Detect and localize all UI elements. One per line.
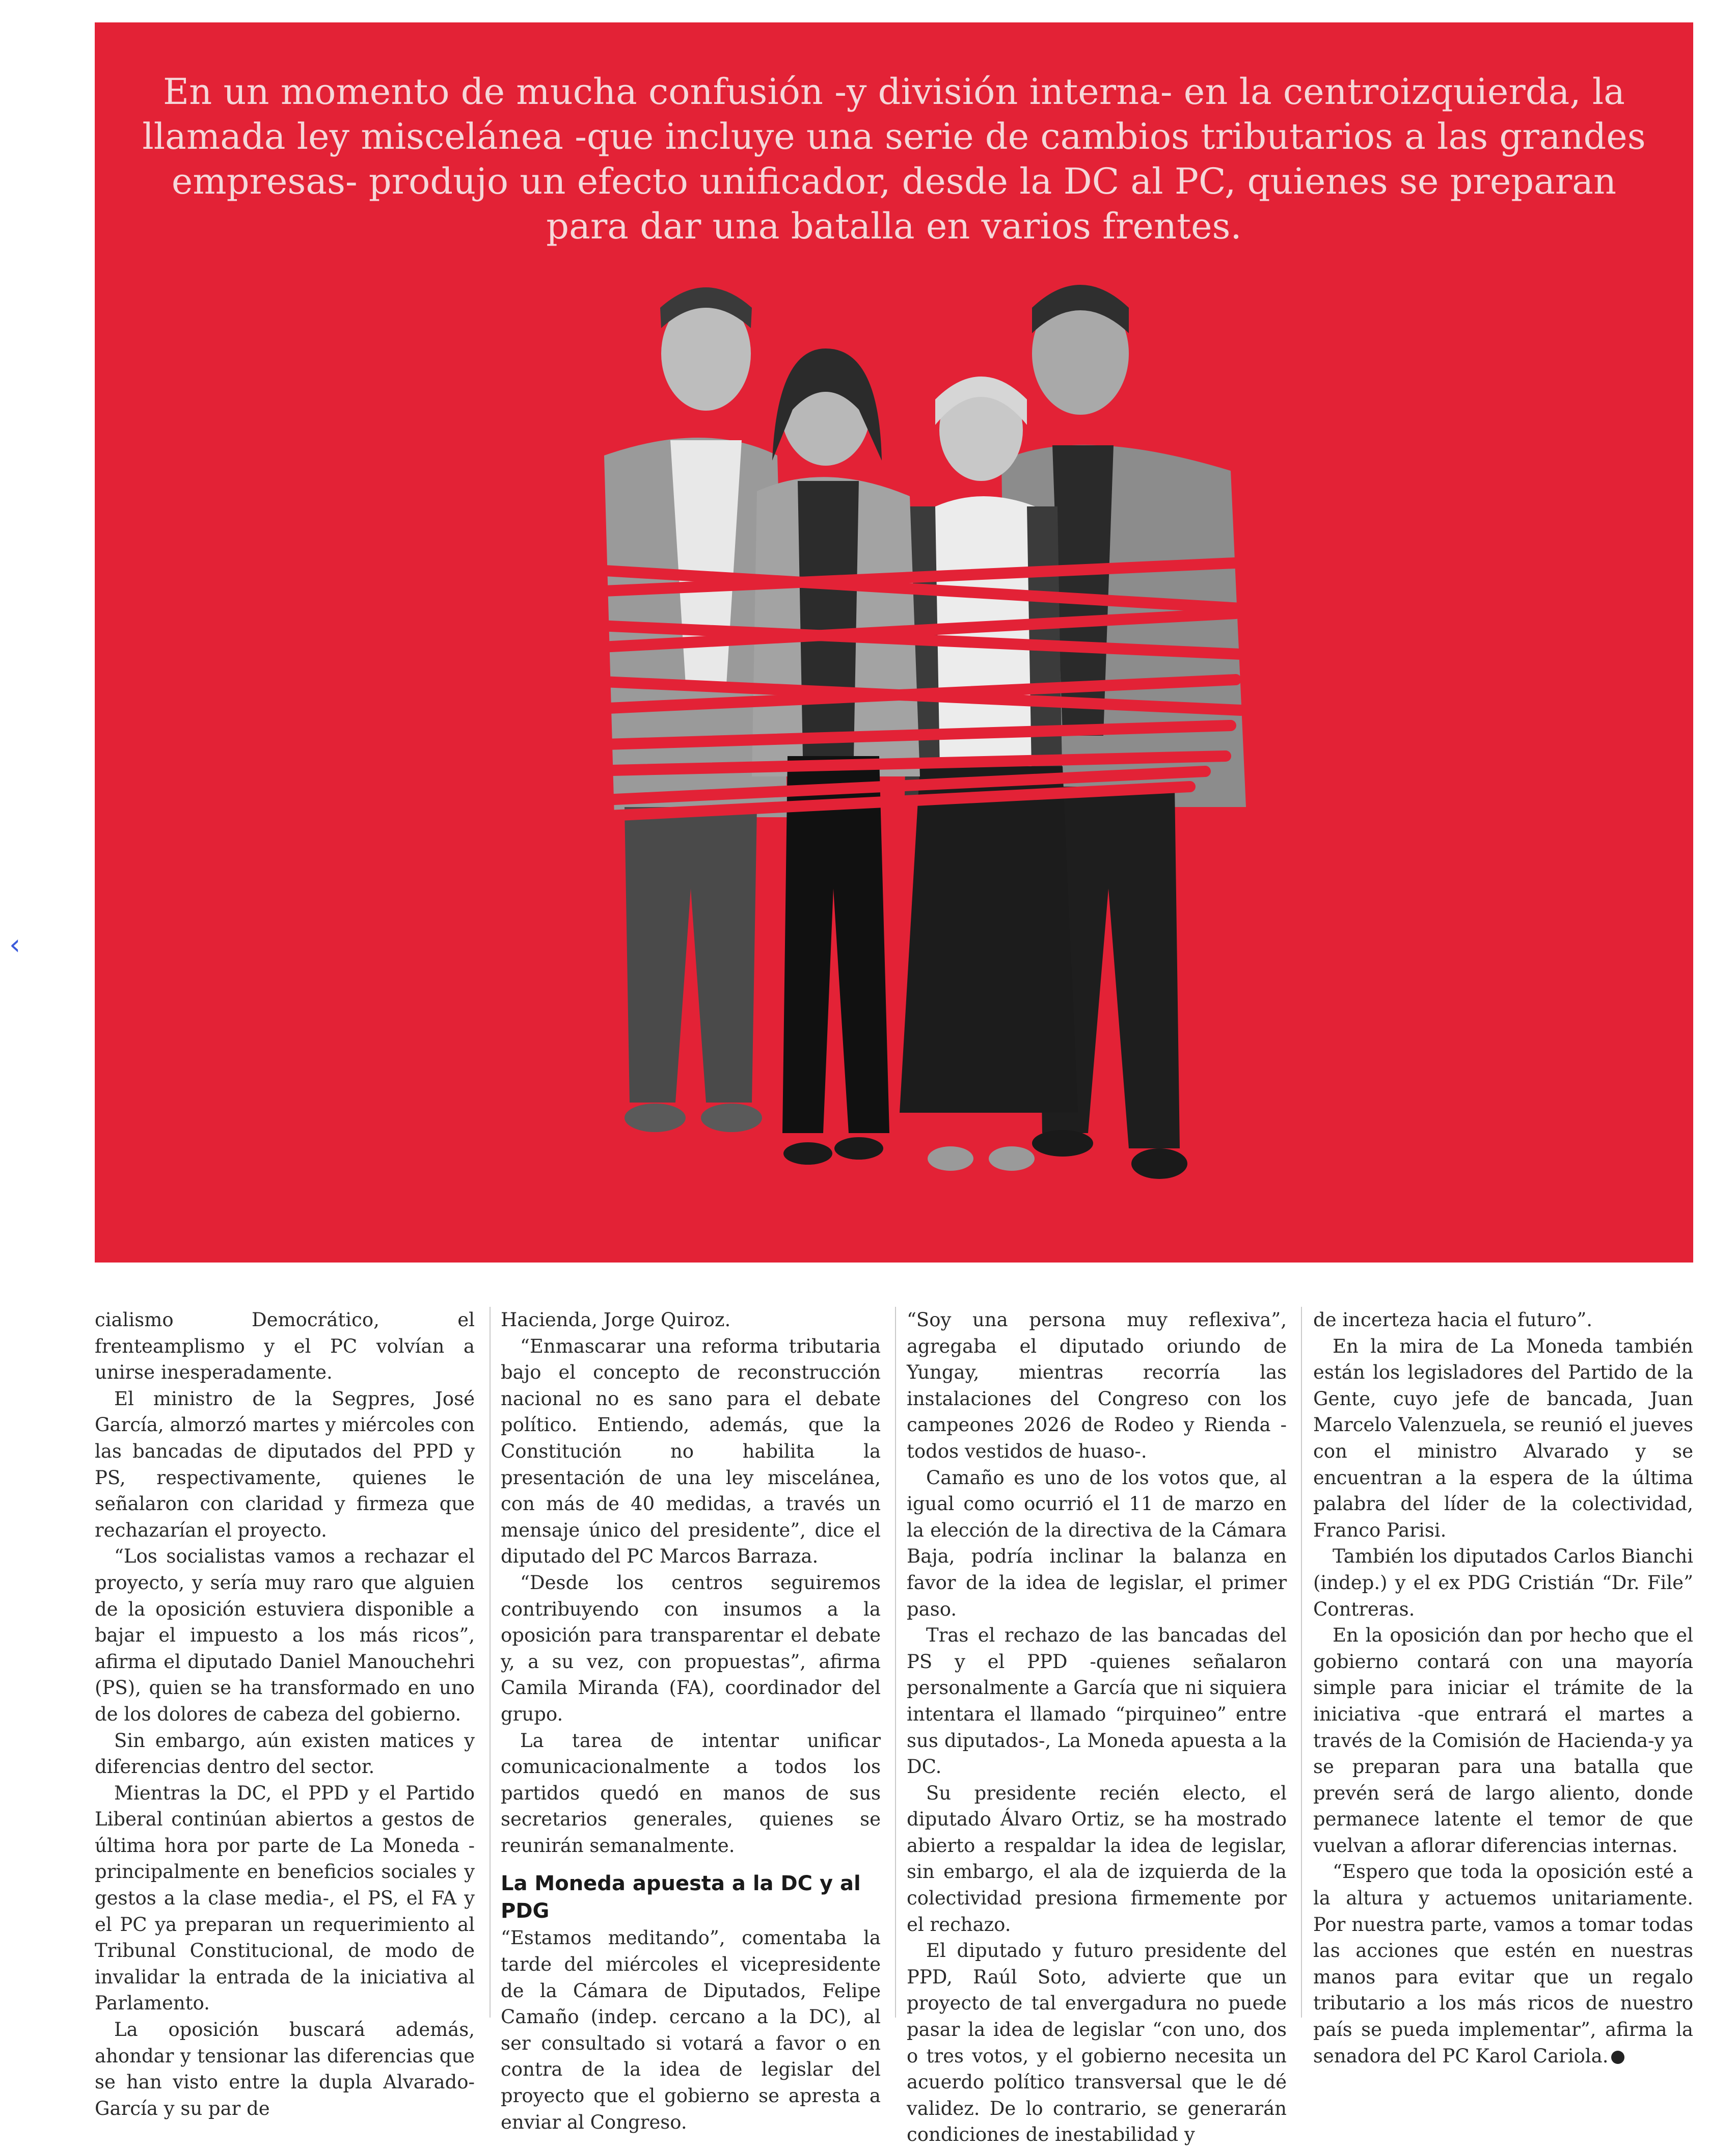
article-body [95, 1307, 1693, 2146]
end-of-article-icon [1611, 2051, 1624, 2064]
column-divider [1301, 1307, 1302, 2018]
paragraph: Camaño es uno de los votos que, al igual como ocurrió el 11 de marzo en la elección de la directiva de la Cámara Baja, podría inclinar la balanza en favor de la idea de legislar, el primer paso. [907, 1466, 1287, 1620]
article-column-3 [907, 1307, 1287, 2146]
article-column-1 [95, 1307, 475, 2119]
paragraph: “Soy una persona muy reflexiva”, agregaba el diputado oriundo de Yungay, mientras recorría las instalaciones del Congreso con los campeones 2026 de Rodeo y Rienda -todos vestidos de huaso-. [907, 1309, 1287, 1462]
paragraph: “Estamos meditando”, comentaba la tarde del miércoles el vicepresidente de la Cámara de Diputados, Felipe Camaño (indep. cercano a la DC), al ser consultado si votará a favor o en contra de la idea de legislar del proyecto que el gobierno se apresta a enviar al Congreso. [501, 1927, 881, 2133]
paragraph: Su presidente recién electo, el diputado Álvaro Ortiz, se ha mostrado abierto a respaldar la idea de legislar, sin embargo, el ala de izquierda de la colectividad presiona firmemente por el rechazo. [907, 1782, 1287, 1936]
column-divider [895, 1307, 896, 2018]
hero-banner [95, 22, 1693, 1263]
paragraph: En la mira de La Moneda también están los legisladores del Partido de la Gente, cuyo jefe de bancada, Juan Marcelo Valenzuela, se reunió el jueves con el ministro Alvarado y se encuentran a la espera de la última palabra del líder de la colectividad, Franco Parisi. [1313, 1335, 1693, 1541]
paragraph: Mientras la DC, el PPD y el Partido Liberal continúan abiertos a gestos de última hora por parte de La Moneda -principalmente en beneficios sociales y gestos a la clase media-, el PS, el FA y el PC ya preparan un requerimiento al Tribunal Constitucional, de modo de invalidar la entrada de la iniciativa al Parlamento. [95, 1782, 475, 2015]
paragraph: Sin embargo, aún existen matices y diferencias dentro del sector. [95, 1729, 475, 1778]
paragraph: La oposición buscará además, ahondar y tensionar las diferencias que se han visto entre la dupla Alvarado-García y su par de [95, 2019, 475, 2119]
chevron-left-icon[interactable]: ‹ [9, 928, 21, 961]
lead-paragraph: En un momento de mucha confusión -y división interna- en la centroizquierda, la llamada ley miscelánea -que incluye una serie de cambios tributarios a las grandes empresas- produjo un efecto unificador, desde la DC al PC, quienes se preparan para dar una batalla en varios frentes. [142, 71, 1646, 247]
paragraph: En la oposición dan por hecho que el gobierno contará con una mayoría simple para iniciar el trámite de la iniciativa -que entrará el martes a través de la Comisión de Hacienda-y ya se preparan para una batalla que prevén será de largo aliento, donde permanece latente el temor de que vuelvan a aflorar diferencias internas. [1313, 1624, 1693, 1857]
paragraph: La tarea de intentar unificar comunicacionalmente a todos los partidos quedó en manos de sus secretarios generales, quienes se reunirán semanalmente. [501, 1729, 881, 1857]
paragraph: “Enmascarar una reforma tributaria bajo el concepto de reconstrucción nacional no es sano para el debate político. Entiendo, además, que la Constitución no habilita la presentación de una ley miscelánea, con más de 40 medidas, a través un mensaje único del presidente”, dice el diputado del PC Marcos Barraza. [501, 1335, 881, 1568]
section-heading: La Moneda apuesta a la DC y al PDG [501, 1872, 861, 1923]
paragraph: “Desde los centros seguiremos contribuyendo con insumos a la oposición para transparentar el debate y, a su vez, con propuestas”, afirma Camila Miranda (FA), coordinador del grupo. [501, 1571, 881, 1725]
paragraph: cialismo Democrático, el frenteamplismo y el PC volvían a unirse inesperadamente. [95, 1309, 475, 1384]
paragraph: El diputado y futuro presidente del PPD, Raúl Soto, advierte que un proyecto de tal envergadura no puede pasar la idea de legislar “con uno, dos o tres votos, y el gobierno necesita un acuerdo político transversal que le dé validez. De lo contrario, se generarán condiciones de inestabilidad y [907, 1940, 1287, 2146]
article-column-4 [1313, 1307, 1693, 2067]
paragraph: “Espero que toda la oposición esté a la altura y actuemos unitariamente. Por nuestra parte, vamos a tomar todas las acciones que estén en nuestras manos para evitar que un regalo tributario a los más ricos de nuestro país se pueda implementar”, afirma la senadora del PC Karol Cariola. [1313, 1861, 1693, 2067]
paragraph: “Los socialistas vamos a rechazar el proyecto, y sería muy raro que alguien de la oposición estuviera disponible a bajar el impuesto a los más ricos”, afirma el diputado Daniel Manouchehri (PS), quien se ha transformado en uno de los dolores de cabeza del gobierno. [95, 1545, 475, 1725]
column-divider [490, 1307, 491, 2018]
paragraph: de incerteza hacia el futuro”. [1313, 1309, 1593, 1331]
paragraph: Tras el rechazo de las bancadas del PS y el PPD -quienes señalaron personalmente a García que ni siquiera intentara el llamado “pirquineo” entre sus diputados-, La Moneda apuesta a la DC. [907, 1624, 1287, 1778]
paragraph: El ministro de la Segpres, José García, almorzó martes y miércoles con las bancadas de diputados del PPD y PS, respectivamente, quienes le señalaron con claridad y firmeza que rechazarían el proyecto. [95, 1387, 475, 1541]
article-column-2 [501, 1307, 881, 2133]
paragraph: Hacienda, Jorge Quiroz. [501, 1309, 731, 1331]
paragraph: También los diputados Carlos Bianchi (indep.) y el ex PDG Cristián “Dr. File” Contreras. [1313, 1545, 1693, 1620]
